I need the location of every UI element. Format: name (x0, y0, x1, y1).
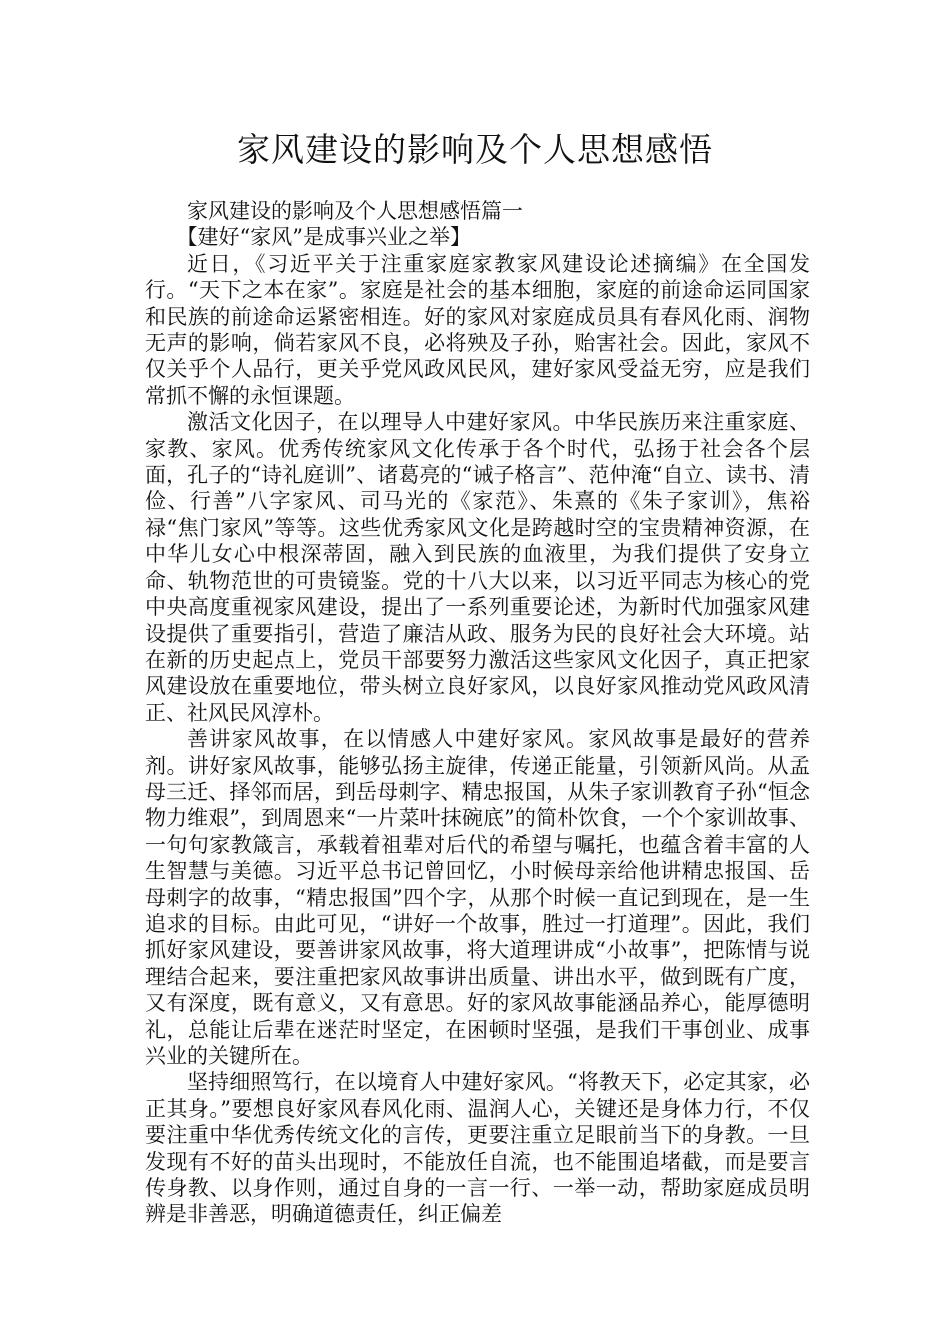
paragraph: 近日，《习近平关于注重家庭家教家风建设论述摘编》在全国发行。“天下之本在家”。家庭是社会的基本细胞，家庭的前途命运同国家和民族的前途命运紧密相连。好的家风对家庭成员具有春风化雨、润物无声的影响，倘若家风不良，必将殃及子孙，贻害社会。因此，家风不仅关乎个人品行，更关乎党风政风民风，建好家风受益无穷，应是我们常抓不懈的永恒课题。 (145, 251, 810, 408)
article-heading: 【建好“家风”是成事兴业之举】 (176, 225, 471, 250)
document-body (145, 198, 810, 1228)
paragraph: 激活文化因子，在以理导人中建好家风。中华民族历来注重家庭、家教、家风。优秀传统家风文化传承于各个时代，弘扬于社会各个层面，孔子的“诗礼庭训”、诸葛亮的“诫子格言”、范仲淹“自立、读书、清俭、行善”八字家风、司马光的《家范》、朱熹的《朱子家训》，焦裕禄“焦门家风”等等。这些优秀家风文化是跨越时空的宝贵精神资源，在中华儿女心中根深蒂固，融入到民族的血液里，为我们提供了安身立命、轨物范世的可贵镜鉴。党的十八大以来，以习近平同志为核心的党中央高度重视家风建设，提出了一系列重要论述，为新时代加强家风建设提供了重要指引，营造了廉洁从政、服务为民的良好社会大环境。站在新的历史起点上，党员干部要努力激活这些家风文化因子，真正把家风建设放在重要地位，带头树立良好家风，以良好家风推动党风政风清正、社风民风淳朴。 (145, 410, 810, 725)
paragraph: 善讲家风故事，在以情感人中建好家风。家风故事是最好的营养剂。讲好家风故事，能够弘扬主旋律，传递正能量，引领新风尚。从孟母三迁、择邻而居，到岳母刺字、精忠报国，从朱子家训教育子孙“恒念物力维艰”，到周恩来“一片菜叶抹碗底”的简朴饮食，一个个家训故事、一句句家教箴言，承载着祖辈对后代的希望与嘱托，也蕴含着丰富的人生智慧与美德。习近平总书记曾回忆，小时候母亲给他讲精忠报国、岳母刺字的故事，“精忠报国”四个字，从那个时候一直记到现在，是一生追求的目标。由此可见，“讲好一个故事，胜过一打道理”。因此，我们抓好家风建设，要善讲家风故事，将大道理讲成“小故事”，把陈情与说理结合起来，要注重把家风故事讲出质量、讲出水平，做到既有广度，又有深度，既有意义，又有意思。好的家风故事能涵品养心，能厚德明礼，总能让后辈在迷茫时坚定，在困顿时坚强，是我们干事创业、成事兴业的关键所在。 (145, 727, 810, 1068)
section-title: 家风建设的影响及个人思想感悟篇一 (187, 199, 523, 223)
document-title: 家风建设的影响及个人思想感悟 (237, 130, 713, 169)
paragraph: 坚持细照笃行，在以境育人中建好家风。“将教天下，必定其家，必正其身。”要想良好家风春风化雨、温润人心，关键还是身体力行，不仅要注重中华优秀传统文化的言传，更要注重立足眼前当下的身教。一旦发现有不好的苗头出现时，不能放任自流，也不能围追堵截，而是要言传身教、以身作则，通过自身的一言一行、一举一动，帮助家庭成员明辨是非善恶，明确道德责任，纠正偏差 (145, 1070, 810, 1227)
